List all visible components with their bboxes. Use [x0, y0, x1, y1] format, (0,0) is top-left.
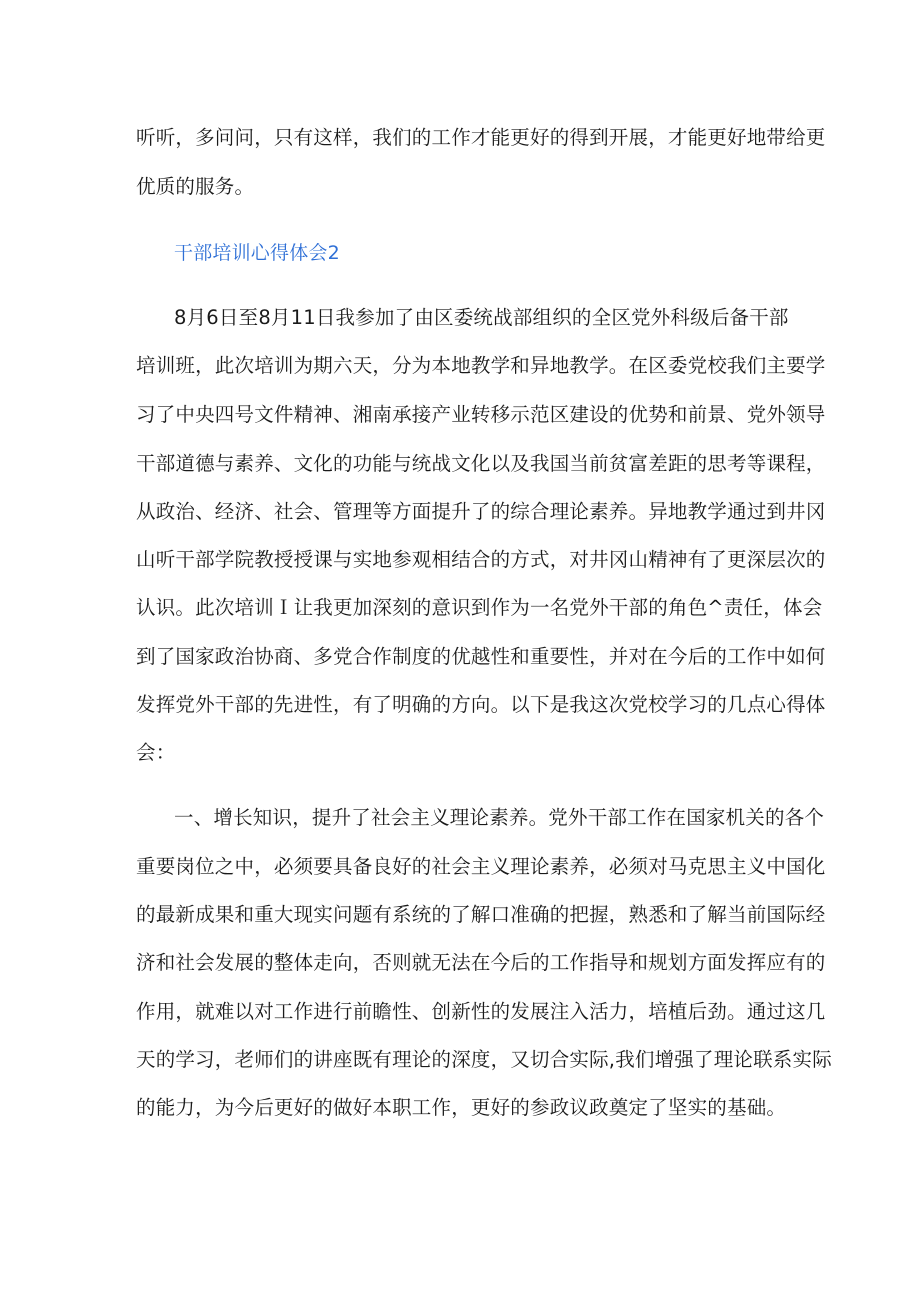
- section-heading: 干部培训心得体会2: [174, 242, 340, 264]
- paragraph-line: 优质的服务。: [136, 175, 255, 198]
- paragraph-line: 的能力，为今后更好的做好本职工作，更好的参政议政奠定了坚实的基础。: [136, 1096, 787, 1119]
- paragraph-line: 作用，就难以对工作进行前瞻性、创新性的发展注入活力，培植后劲。通过这几: [136, 1000, 826, 1023]
- paragraph-line: 8月6日至8月11日我参加了由区委统战部组织的全区党外科级后备干部: [174, 306, 789, 329]
- paragraph-line: 从政治、经济、社会、管理等方面提升了的综合理论素养。异地教学通过到井冈: [136, 500, 826, 523]
- paragraph-line: 培训班，此次培训为期六天，分为本地教学和异地教学。在区委党校我们主要学: [136, 354, 826, 377]
- paragraph-line: 重要岗位之中，必须要具备良好的社会主义理论素养，必须对马克思主义中国化: [136, 855, 826, 878]
- paragraph-line: 一、增长知识，提升了社会主义理论素养。党外干部工作在国家机关的各个: [174, 806, 825, 829]
- paragraph-line: 干部道德与素养、文化的功能与统战文化以及我国当前贫富差距的思考等课程，: [136, 452, 826, 475]
- paragraph-line: 听听，多问问，只有这样，我们的工作才能更好的得到开展，才能更好地带给更: [136, 126, 826, 149]
- paragraph-line: 认识。此次培训Ｉ让我更加深刻的意识到作为一名党外干部的角色^责任，体会: [136, 596, 823, 619]
- paragraph-line: 山听干部学院教授授课与实地参观相结合的方式，对井冈山精神有了更深层次的: [136, 548, 826, 571]
- paragraph-line: 习了中央四号文件精神、湘南承接产业转移示范区建设的优势和前景、党外领导: [136, 403, 826, 426]
- paragraph-line: 济和社会发展的整体走向，否则就无法在今后的工作指导和规划方面发挥应有的: [136, 951, 826, 974]
- paragraph-line: 的最新成果和重大现实问题有系统的了解口准确的把握，熟悉和了解当前国际经: [136, 903, 826, 926]
- paragraph-line: 到了国家政治协商、多党合作制度的优越性和重要性，并对在今后的工作中如何: [136, 645, 826, 668]
- paragraph-line: 发挥党外干部的先进性，有了明确的方向。以下是我这次党校学习的几点心得体: [136, 693, 826, 716]
- paragraph-line: 天的学习，老师们的讲座既有理论的深度，又切合实际,我们增强了理论联系实际: [136, 1048, 832, 1071]
- paragraph-line: 会：: [136, 741, 176, 764]
